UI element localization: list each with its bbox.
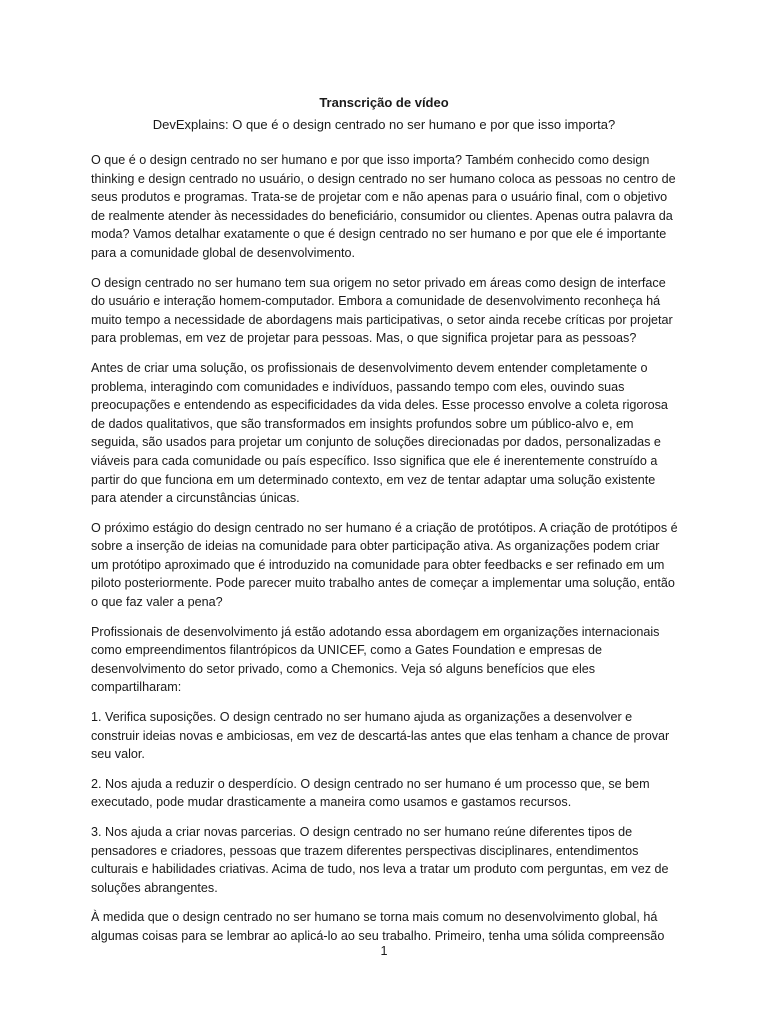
paragraph-benefit-1: 1. Verifica suposições. O design centrado no ser humano ajuda as organizações a desenvolver e construir ideias novas e ambiciosas, em vez de descartá-las antes que elas tenham a chance de provar seu valor. (91, 710, 670, 762)
paragraph-prototyping: O próximo estágio do design centrado no ser humano é a criação de protótipos. A criação de protótipos é sobre a inserção de ideias na comunidade para obter participação ativa. As organizações podem criar um protótipo aproximado que é introduzido na comunidade para obter feedbacks e ser refinado em um piloto posteriormente. Pode parecer muito trabalho antes de começar a implementar uma solução, então o que faz valer a pena? (91, 520, 678, 610)
document-title: Transcrição de vídeo (319, 95, 449, 110)
document-body (91, 151, 679, 957)
paragraph-benefit-3: 3. Nos ajuda a criar novas parcerias. O design centrado no ser humano reúne diferentes tipos de pensadores e criadores, pessoas que trazem diferentes perspectivas disciplinares, entendimentos culturais e habilidades criativas. Acima de tudo, nos leva a tratar um produto com perguntas, em vez de soluções abrangentes. (91, 825, 669, 895)
paragraph-origin: O design centrado no ser humano tem sua origem no setor privado em áreas como design de interface do usuário e interação homem-computador. Embora a comunidade de desenvolvimento reconheça há muito tempo a necessidade de abordagens mais participativas, o setor ainda recebe críticas por projetar para problemas, em vez de projetar para pessoas. Mas, o que significa projetar para as pessoas? (91, 275, 673, 346)
paragraph-intro: O que é o design centrado no ser humano e por que isso importa? Também conhecido como design thinking e design centrado no usuário, o design centrado no ser humano coloca as pessoas no centro de seus produtos e programas. Trata-se de projetar com e não apenas para o usuário final, com o objetivo de realmente atender às necessidades do beneficiário, consumidor ou clientes. Apenas outra palavra da moda? Vamos detalhar exatamente o que é design centrado no ser humano e por que ele é importante para a comunidade global de desenvolvimento. (91, 153, 676, 260)
paragraph-benefit-2: 2. Nos ajuda a reduzir o desperdício. O design centrado no ser humano é um processo que, se bem executado, pode mudar drasticamente a maneira como usamos e gastamos recursos. (91, 776, 650, 810)
paragraph-closing: À medida que o design centrado no ser humano se torna mais comum no desenvolvimento global, há algumas coisas para se lembrar ao aplicá-lo ao seu trabalho. Primeiro, tenha uma sólida compreensão (91, 910, 665, 943)
paragraph-adoption: Profissionais de desenvolvimento já estão adotando essa abordagem em organizações internacionais como empreendimentos filantrópicos da UNICEF, como a Gates Foundation e empresas de desenvolvimento do setor privado, como a Chemonics. Veja só alguns benefícios que eles compartilharam: (91, 624, 660, 695)
document-subtitle: DevExplains: O que é o design centrado no ser humano e por que isso importa? (152, 117, 616, 132)
paragraph-understanding: Antes de criar uma solução, os profissionais de desenvolvimento devem entender completamente o problema, interagindo com comunidades e indivíduos, passando tempo com eles, ouvindo suas preocupações e entendendo as especificidades da vida deles. Esse processo envolve a coleta rigorosa de dados qualitativos, que são transformados em insights profundos sobre um público-alvo e, em seguida, são usados para projetar um conjunto de soluções direcionadas por dados, personalizadas e viáveis para cada comunidade ou país específico. Isso significa que ele é inerentemente construído a partir do que funciona em um determinado contexto, em vez de tentar adaptar uma solução existente para atender a circunstâncias únicas. (91, 360, 668, 506)
page-number: 1 (380, 944, 388, 958)
